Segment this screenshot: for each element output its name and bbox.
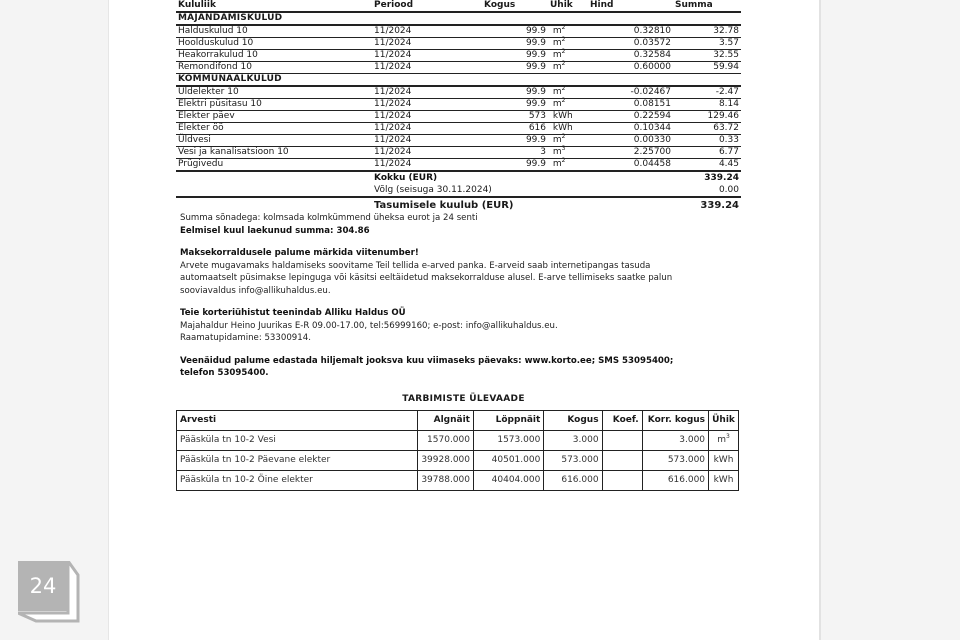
cost-sum: 6.77 xyxy=(673,147,741,159)
consumption-overview-title: TARBIMISTE ÜLEVAADE xyxy=(402,393,525,404)
total-label: Kokku (EUR) xyxy=(374,173,438,183)
cost-period: 11/2024 xyxy=(372,123,482,135)
cost-row xyxy=(176,62,741,74)
unit-text: kWh xyxy=(713,455,734,465)
page-number: 24 xyxy=(18,561,68,611)
cost-row xyxy=(176,25,741,38)
cost-unit xyxy=(548,123,588,135)
cost-unit xyxy=(548,38,588,50)
start-reading: 1570.000 xyxy=(418,430,474,450)
cost-unit xyxy=(548,50,588,62)
unit-superscript: 3 xyxy=(725,433,730,440)
unit-text: m xyxy=(552,135,562,145)
cost-sum: 32.78 xyxy=(673,25,741,38)
cost-price: 0.03572 xyxy=(588,38,673,50)
sum-in-words: Summa sõnadega: kolmsada kolmkümmend üheksa eurot ja 24 senti xyxy=(180,213,478,223)
service-info-line: Majahaldur Heino Juurikas E-R 09.00-17.00, tel:56999160; e-post: info@allikuhaldus.eu. xyxy=(180,320,558,331)
meter-notice-line: Veenäidud palume edastada hiljemalt jooksva kuu viimaseks päevaks: www.korto.ee; SMS 53095400; xyxy=(180,355,674,366)
unit-superscript: 2 xyxy=(561,85,566,92)
cost-price: 0.32810 xyxy=(588,25,673,38)
payable-row xyxy=(176,197,741,212)
header-corrected-quantity: Korr. kogus xyxy=(642,410,708,430)
meter-name: Pääsküla tn 10-2 Vesi xyxy=(177,430,418,450)
cost-period: 11/2024 xyxy=(372,147,482,159)
cost-name: Hoolduskulud 10 xyxy=(176,38,372,50)
cost-sum: -2.47 xyxy=(673,86,741,99)
header-start-reading: Algnäit xyxy=(418,410,474,430)
cost-sum: 63.72 xyxy=(673,123,741,135)
cost-row xyxy=(176,123,741,135)
cost-period: 11/2024 xyxy=(372,135,482,147)
end-reading: 40404.000 xyxy=(474,470,544,490)
unit-text: m xyxy=(552,99,562,109)
unit-text: m xyxy=(717,435,726,445)
reference-notice-title: Maksekorraldusele palume märkida viitenumber! xyxy=(180,248,419,258)
cost-name: Üldelekter 10 xyxy=(176,86,372,99)
unit-superscript: 2 xyxy=(561,157,566,164)
cost-quantity: 3 xyxy=(482,147,548,159)
coefficient xyxy=(602,450,642,470)
debt-label: Võlg (seisuga 30.11.2024) xyxy=(372,184,673,197)
meter-name: Pääsküla tn 10-2 Päevane elekter xyxy=(177,450,418,470)
section-title: MAJANDAMISKULUD xyxy=(176,12,741,25)
cost-row xyxy=(176,159,741,172)
cost-price: 0.32584 xyxy=(588,50,673,62)
cost-period: 11/2024 xyxy=(372,159,482,172)
cost-sum: 0.33 xyxy=(673,135,741,147)
totals-table xyxy=(176,172,741,212)
cost-quantity: 99.9 xyxy=(482,62,548,74)
unit-text: kWh xyxy=(552,111,573,121)
meter-notice-line: telefon 53095400. xyxy=(180,368,269,378)
service-info-line: Raamatupidamine: 53300914. xyxy=(180,333,311,343)
cost-quantity: 99.9 xyxy=(482,50,548,62)
cost-price: 0.08151 xyxy=(588,99,673,111)
cost-row xyxy=(176,135,741,147)
header-quantity: Kogus xyxy=(482,0,548,12)
reference-notice-line: sooviavaldus info@allikuhaldus.eu. xyxy=(180,285,331,296)
cost-price: 0.04458 xyxy=(588,159,673,172)
cost-unit xyxy=(548,111,588,123)
unit-text: m xyxy=(552,62,562,72)
unit-text: m xyxy=(552,26,562,36)
cost-quantity: 99.9 xyxy=(482,159,548,172)
header-sum: Summa xyxy=(673,0,741,12)
end-reading: 1573.000 xyxy=(474,430,544,450)
page-number-badge[interactable] xyxy=(18,561,70,613)
total-value: 339.24 xyxy=(704,173,739,183)
cost-period: 11/2024 xyxy=(372,99,482,111)
header-price: Hind xyxy=(588,0,673,12)
cost-row xyxy=(176,99,741,111)
service-info-title: Teie korteriühistut teenindab Alliku Haldus OÜ xyxy=(180,308,406,318)
unit-superscript: 2 xyxy=(561,97,566,104)
unit xyxy=(709,430,739,450)
cost-price: 0.22594 xyxy=(588,111,673,123)
end-reading: 40501.000 xyxy=(474,450,544,470)
corrected-quantity: 616.000 xyxy=(642,470,708,490)
unit xyxy=(709,450,739,470)
unit-text: kWh xyxy=(552,123,573,133)
header-coefficient: Koef. xyxy=(602,410,642,430)
invoice-content xyxy=(176,0,751,491)
cost-row xyxy=(176,86,741,99)
unit-text: m xyxy=(552,50,562,60)
section-title: KOMMUNAALKULUD xyxy=(176,74,741,87)
cost-price: 0.60000 xyxy=(588,62,673,74)
cost-unit xyxy=(548,135,588,147)
corrected-quantity: 573.000 xyxy=(642,450,708,470)
document-page xyxy=(108,0,821,640)
unit-text: m xyxy=(552,87,562,97)
payable-value: 339.24 xyxy=(700,199,739,211)
debt-row xyxy=(176,184,741,197)
cost-row xyxy=(176,50,741,62)
unit-superscript: 2 xyxy=(561,36,566,43)
previous-payment: Eelmisel kuul laekunud summa: 304.86 xyxy=(180,225,370,236)
cost-unit xyxy=(548,159,588,172)
cost-name: Elekter öö xyxy=(176,123,372,135)
cost-quantity: 573 xyxy=(482,111,548,123)
cost-price: 0.10344 xyxy=(588,123,673,135)
cost-price: 0.00330 xyxy=(588,135,673,147)
cost-row xyxy=(176,111,741,123)
reference-notice-line: automaatselt püsimakse lepinguga või käsitsi eeltäidetud maksekorralduse alusel. E-arve tellimiseks saatke palun xyxy=(180,273,673,283)
cost-name: Halduskulud 10 xyxy=(176,25,372,38)
costs-header-row xyxy=(176,0,741,12)
cost-unit xyxy=(548,99,588,111)
corrected-quantity: 3.000 xyxy=(642,430,708,450)
cost-quantity: 99.9 xyxy=(482,25,548,38)
reference-notice-line: Arvete mugavamaks haldamiseks soovitame Teil tellida e-arved panka. E-arveid saab internetipangas tasuda xyxy=(180,260,651,271)
cost-name: Elektri püsitasu 10 xyxy=(176,99,372,111)
unit-superscript: 3 xyxy=(561,145,566,152)
cost-sum: 59.94 xyxy=(673,62,741,74)
cost-unit xyxy=(548,62,588,74)
cost-unit xyxy=(548,86,588,99)
cost-period: 11/2024 xyxy=(372,50,482,62)
coefficient xyxy=(602,470,642,490)
cost-sum: 129.46 xyxy=(673,111,741,123)
unit-superscript: 2 xyxy=(561,24,566,31)
cost-period: 11/2024 xyxy=(372,62,482,74)
consumption-header-row xyxy=(177,410,739,430)
start-reading: 39788.000 xyxy=(418,470,474,490)
quantity: 3.000 xyxy=(544,430,602,450)
unit-text: m xyxy=(552,159,562,169)
cost-price: 2.25700 xyxy=(588,147,673,159)
section-header-row xyxy=(176,12,741,25)
quantity: 573.000 xyxy=(544,450,602,470)
payable-label: Tasumisele kuulub (EUR) xyxy=(374,199,514,211)
quantity: 616.000 xyxy=(544,470,602,490)
header-period: Periood xyxy=(372,0,482,12)
unit-text: m xyxy=(552,147,562,157)
cost-sum: 4.45 xyxy=(673,159,741,172)
cost-quantity: 616 xyxy=(482,123,548,135)
cost-sum: 32.55 xyxy=(673,50,741,62)
consumption-table xyxy=(176,410,739,491)
header-quantity: Kogus xyxy=(544,410,602,430)
cost-quantity: 99.9 xyxy=(482,135,548,147)
header-cost-type: Kululiik xyxy=(176,0,372,12)
consumption-row xyxy=(177,450,739,470)
header-unit: Ühik xyxy=(709,410,739,430)
header-end-reading: Löppnäit xyxy=(474,410,544,430)
unit-superscript: 2 xyxy=(561,48,566,55)
debt-value: 0.00 xyxy=(673,184,741,197)
cost-quantity: 99.9 xyxy=(482,86,548,99)
cost-name: Remondifond 10 xyxy=(176,62,372,74)
header-unit: Ühik xyxy=(548,0,588,12)
cost-price: -0.02467 xyxy=(588,86,673,99)
costs-table xyxy=(176,0,741,172)
cost-name: Vesi ja kanalisatsioon 10 xyxy=(176,147,372,159)
cost-name: Heakorrakulud 10 xyxy=(176,50,372,62)
unit-superscript: 2 xyxy=(561,60,566,67)
meter-name: Pääsküla tn 10-2 Öine elekter xyxy=(177,470,418,490)
unit-text: kWh xyxy=(713,475,734,485)
cost-row xyxy=(176,147,741,159)
cost-name: Üldvesi xyxy=(176,135,372,147)
cost-period: 11/2024 xyxy=(372,111,482,123)
cost-quantity: 99.9 xyxy=(482,38,548,50)
cost-row xyxy=(176,38,741,50)
cost-period: 11/2024 xyxy=(372,25,482,38)
unit-text: m xyxy=(552,38,562,48)
cost-quantity: 99.9 xyxy=(482,99,548,111)
cost-period: 11/2024 xyxy=(372,38,482,50)
cost-sum: 3.57 xyxy=(673,38,741,50)
unit-superscript: 2 xyxy=(561,133,566,140)
total-row xyxy=(176,172,741,184)
section-header-row xyxy=(176,74,741,87)
cost-unit xyxy=(548,147,588,159)
cost-unit xyxy=(548,25,588,38)
cost-period: 11/2024 xyxy=(372,86,482,99)
cost-name: Prügivedu xyxy=(176,159,372,172)
cost-name: Elekter päev xyxy=(176,111,372,123)
unit xyxy=(709,470,739,490)
consumption-row xyxy=(177,430,739,450)
start-reading: 39928.000 xyxy=(418,450,474,470)
consumption-row xyxy=(177,470,739,490)
coefficient xyxy=(602,430,642,450)
cost-sum: 8.14 xyxy=(673,99,741,111)
header-meter: Arvesti xyxy=(177,410,418,430)
